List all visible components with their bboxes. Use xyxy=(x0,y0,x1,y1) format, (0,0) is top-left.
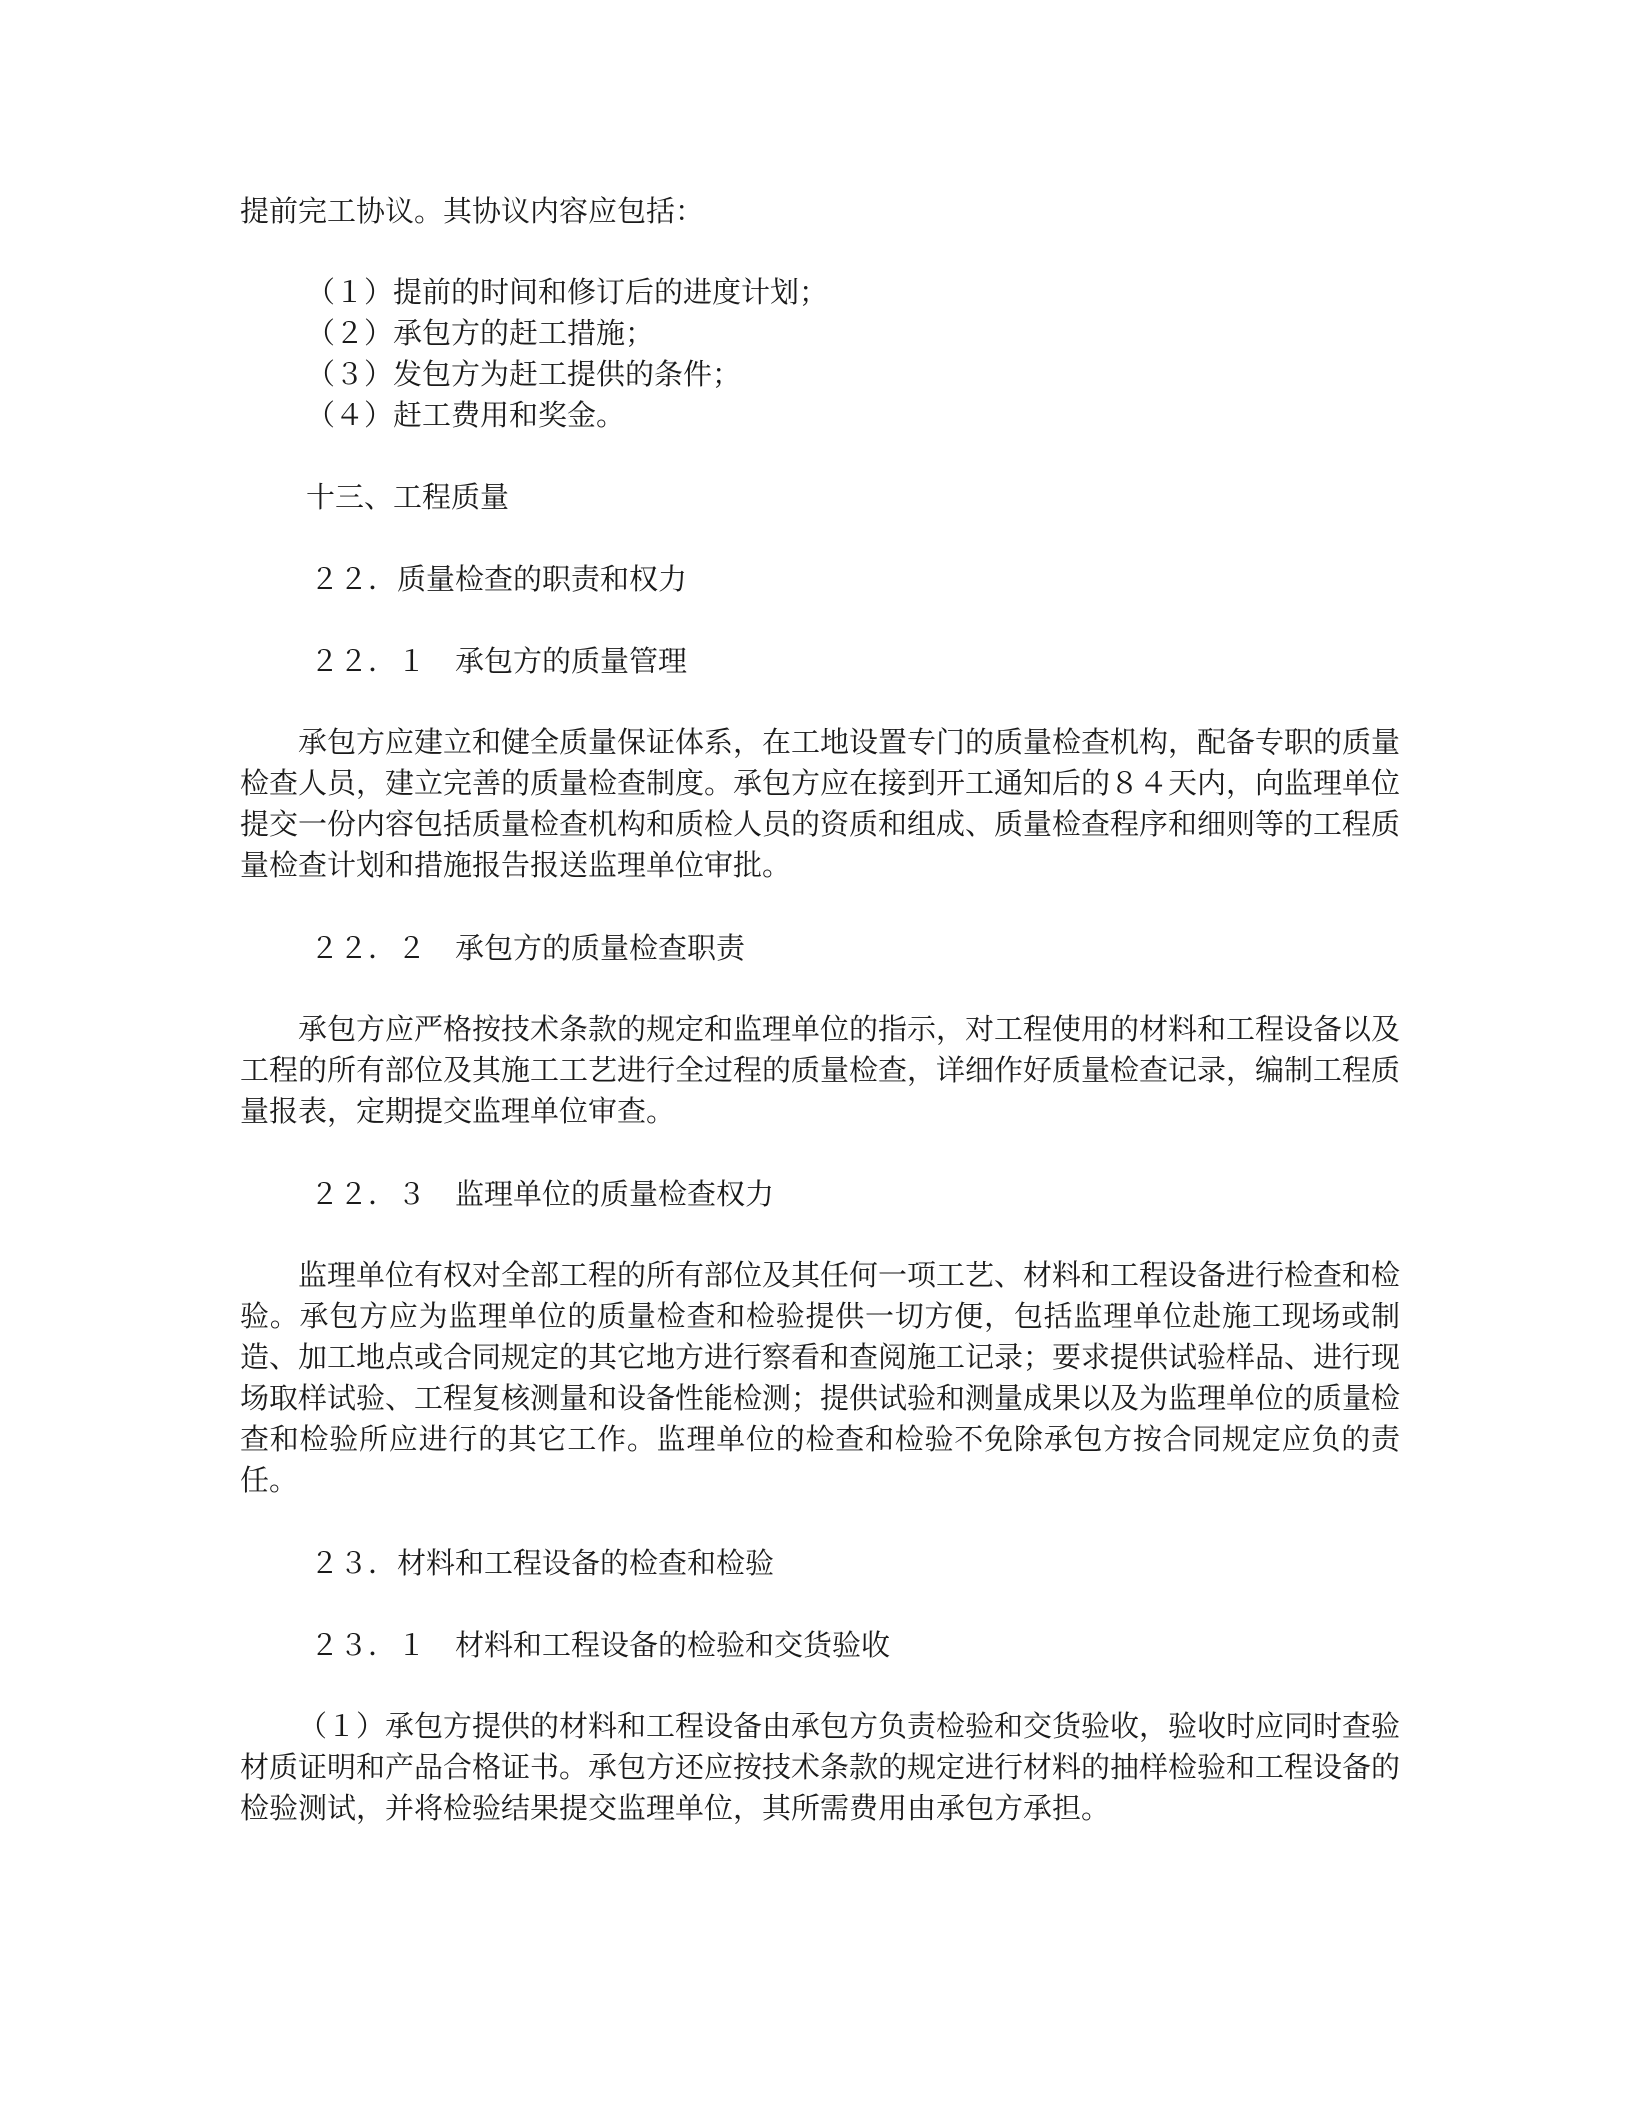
section-22-3-body: 监理单位有权对全部工程的所有部位及其任何一项工艺、材料和工程设备进行检查和检验。承包方应为监理单位的质量检查和检验提供一切方便，包括监理单位赴施工现场或制造、加工地点或合同规定的其它地方进行察看和查阅施工记录；要求提供试验样品、进行现场取样试验、工程复核测量和设备性能检测；提供试验和测量成果以及为监理单位的质量检查和检验所应进行的其它工作。监理单位的检查和检验不免除承包方按合同规定应负的责任。 xyxy=(240,1258,1401,1497)
section-22-1-body: 承包方应建立和健全质量保证体系，在工地设置专门的质量检查机构，配备专职的质量检查人员，建立完善的质量检查制度。承包方应在接到开工通知后的８４天内，向监理单位提交一份内容包括质量检查机构和质检人员的资质和组成、质量检查程序和细则等的工程质量检查计划和措施报告报送监理单位审批。 xyxy=(240,725,1401,882)
section-23-1-item-1: （１）承包方提供的材料和工程设备由承包方负责检验和交货验收，验收时应同时查验材质证明和产品合格证书。承包方还应按技术条款的规定进行材料的抽样检验和工程设备的检验测试，并将检验结果提交监理单位，其所需费用由承包方承担。 xyxy=(240,1709,1401,1825)
section-22-3-title: ２２．３ 监理单位的质量检查权力 xyxy=(310,1177,775,1211)
list-item: （２）承包方的赶工措施； xyxy=(306,316,655,350)
list-item: （１）提前的时间和修订后的进度计划； xyxy=(306,275,829,309)
document-page xyxy=(240,190,1400,1829)
list-item: （４）赶工费用和奖金。 xyxy=(306,398,626,432)
section-22-2-title: ２２．２ 承包方的质量检查职责 xyxy=(310,931,746,965)
list-item: （３）发包方为赶工提供的条件； xyxy=(306,357,742,391)
section-22-2-body: 承包方应严格按技术条款的规定和监理单位的指示，对工程使用的材料和工程设备以及工程的所有部位及其施工工艺进行全过程的质量检查，详细作好质量检查记录，编制工程质量报表，定期提交监理单位审查。 xyxy=(240,1012,1401,1128)
chapter-title: 十三、工程质量 xyxy=(306,480,510,514)
section-23-1-title: ２３．１ 材料和工程设备的检验和交货验收 xyxy=(310,1628,891,1662)
section-23-title: ２３．材料和工程设备的检查和检验 xyxy=(310,1546,775,1580)
section-22-title: ２２．质量检查的职责和权力 xyxy=(310,562,688,596)
section-22-1-title: ２２．１ 承包方的质量管理 xyxy=(310,644,688,678)
agreement-items-list xyxy=(240,272,1400,436)
intro-line: 提前完工协议。其协议内容应包括： xyxy=(240,194,705,228)
